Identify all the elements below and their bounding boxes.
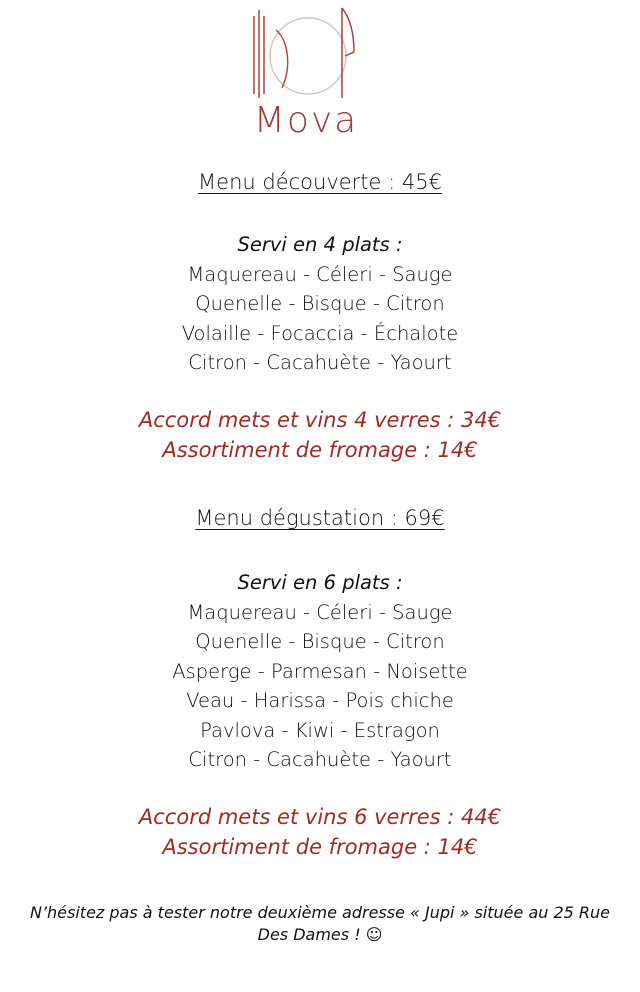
menu-decouverte-served: Servi en 4 plats : (237, 233, 403, 256)
logo-text: Mova (253, 100, 359, 136)
plate-circle (270, 18, 346, 94)
wine-pairing: Accord mets et vins 4 verres : 34€ (138, 408, 502, 432)
menu-decouverte-extras (0, 405, 640, 465)
dish-item: Volaille - Focaccia - Échalote (181, 321, 459, 345)
logo-graphic (246, 6, 366, 136)
footer-line-1: N’hésitez pas à tester notre deuxième adresse « Jupi » située au 25 Rue (29, 903, 611, 922)
wine-pairing: Accord mets et vins 6 verres : 44€ (138, 805, 502, 829)
menu-decouverte-dishes (0, 230, 640, 378)
dish-item: Citron - Cacahuète - Yaourt (188, 351, 452, 374)
menu-decouverte-title: Menu découverte : 45€ (198, 170, 442, 194)
dish-item: Maquereau - Céleri - Sauge (187, 600, 453, 624)
cheese-assortment: Assortiment de fromage : 14€ (162, 438, 478, 462)
menu-degustation-title: Menu dégustation : 69€ (195, 506, 445, 530)
footer-line-2: Des Dames ! ☺ (257, 925, 383, 944)
dish-item: Maquereau - Céleri - Sauge (187, 262, 453, 286)
menu-degustation-served: Servi en 6 plats : (237, 571, 403, 594)
dish-item: Veau - Harissa - Pois chiche (186, 689, 454, 712)
knife-shape (342, 8, 354, 98)
dish-item: Pavlova - Kiwi - Estragon (200, 718, 440, 742)
dish-item: Quenelle - Bisque - Citron (195, 630, 445, 653)
menu-degustation-extras (0, 802, 640, 862)
cheese-assortment: Assortiment de fromage : 14€ (162, 835, 478, 859)
menu-degustation-dishes (0, 568, 640, 775)
dish-item: Quenelle - Bisque - Citron (195, 292, 445, 315)
restaurant-logo (246, 6, 366, 136)
footer-note (0, 902, 640, 946)
dish-item: Asperge - Parmesan - Noisette (172, 659, 468, 683)
dish-item: Citron - Cacahuète - Yaourt (188, 748, 452, 771)
